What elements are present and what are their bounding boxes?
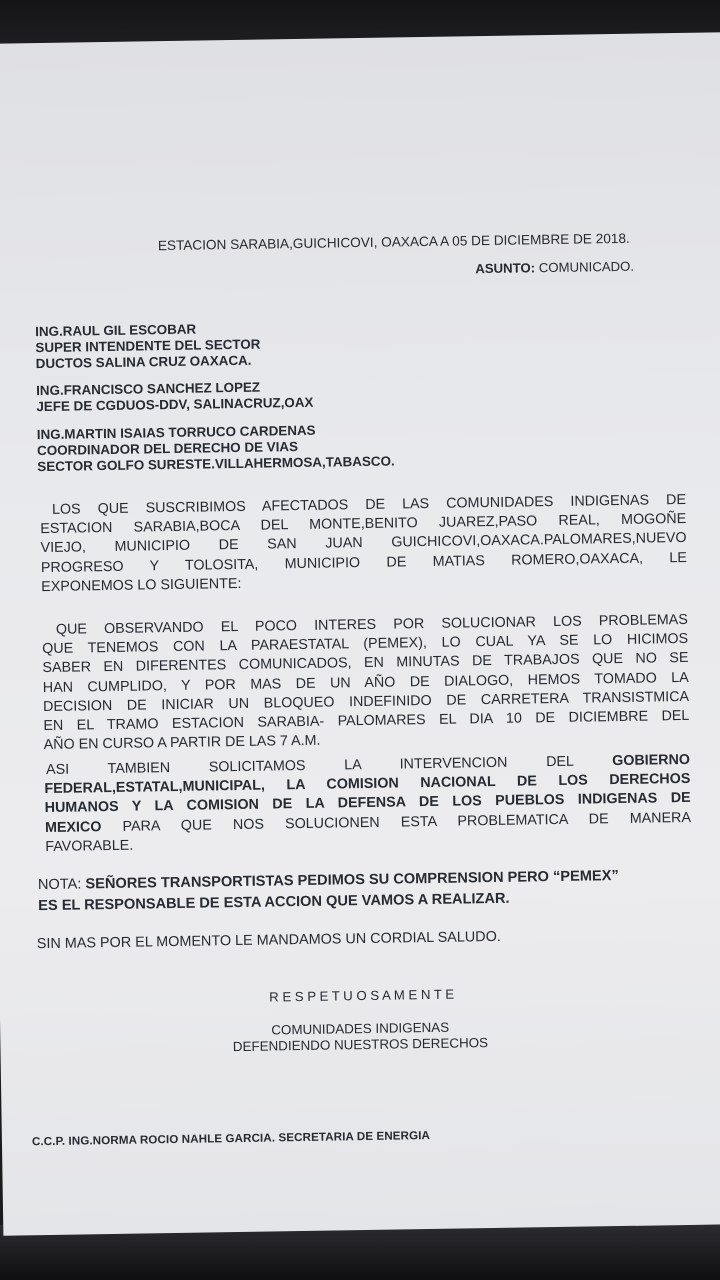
paragraph-2-line: HAN CUMPLIDO, Y POR MAS DE UN AÑO DE DIALOGO, HEMOS TOMADO LA: [42, 669, 689, 696]
ccp-line: C.C.P. ING.NORMA ROCIO NAHLE GARCIA. SECRETARIA DE ENERGIA: [31, 1129, 431, 1149]
paragraph-2-line: QUE OBSERVANDO EL POCO INTERES POR SOLUCIONAR LOS PROBLEMAS: [55, 611, 688, 638]
closing-line: SIN MAS POR EL MOMENTO LE MANDAMOS UN CORDIAL SALUDO.: [36, 928, 501, 953]
recipient-3-title: COORDINADOR DEL DERECHO DE VIAS: [36, 439, 299, 459]
recipient-1-title: SUPER INTENDENTE DEL SECTOR: [35, 336, 261, 356]
note-line-2: ES EL RESPONSABLE DE ESTA ACCION QUE VAMOS A REALIZAR.: [38, 890, 510, 915]
paragraph-2-line: SABER EN DIFERENTES COMUNICADOS, EN MINUTAS DE TRABAJOS QUE NO SE: [42, 650, 689, 677]
salutation: R E S P E T U O S A M E N T E: [269, 986, 455, 1005]
subject-label: ASUNTO:: [475, 260, 536, 277]
subject-value: COMUNICADO.: [538, 258, 635, 276]
recipient-3-name: ING.MARTIN ISAIAS TORRUCO CARDENAS: [36, 422, 316, 443]
note: [38, 865, 699, 917]
place-date: ESTACION SARABIA,GUICHICOVI, OAXACA A 05 DE DICIEMBRE DE 2018.: [157, 230, 630, 254]
paragraph-1-line: LOS QUE SUSCRIBIMOS AFECTADOS DE LAS COMUNIDADES INDIGENAS DE: [51, 491, 687, 518]
letter-page: [0, 32, 720, 1235]
paragraph-1-line: ESTACION SARABIA,BOCA DEL MONTE,BENITO JUAREZ,PASO REAL, MOGOÑE: [40, 511, 687, 538]
paragraph-1: [40, 491, 687, 597]
paragraph-3-bold: MEXICO: [44, 818, 102, 836]
recipient-1-name: ING.RAUL GIL ESCOBAR: [35, 321, 197, 340]
subject-line: [475, 258, 634, 277]
paragraph-1-line: EXPONEMOS LO SIGUIENTE:: [41, 575, 242, 595]
note-text: SEÑORES TRANSPORTISTAS PEDIMOS SU COMPRENSION PERO “PEMEX”: [85, 868, 619, 893]
paragraph-1-line: VIEJO, MUNICIPIO DE SAN JUAN GUICHICOVI,OAXACA.PALOMARES,NUEVO: [40, 530, 687, 557]
paragraph-2-line: QUE TENEMOS CON LA PARAESTATAL (PEMEX), LO CUAL YA SE LO HICIMOS: [42, 631, 689, 658]
recipient-2-title: JEFE DE CGDUOS-DDV, SALINACRUZ,OAX: [36, 394, 314, 415]
paragraph-3-text: ASI TAMBIEN SOLICITAMOS LA INTERVENCION DEL: [45, 753, 574, 779]
paragraph-3-bold: GOBIERNO: [612, 751, 691, 770]
signature-org-line-1: COMUNIDADES INDIGENAS: [271, 1019, 450, 1038]
recipient-1-location: DUCTOS SALINA CRUZ OAXACA.: [35, 352, 252, 372]
paragraph-2-line: AÑO EN CURSO A PARTIR DE LAS 7 A.M.: [43, 732, 321, 754]
paragraph-3: [44, 751, 691, 857]
paragraph-2-line: DECISION DE INICIAR UN BLOQUEO INDEFINIDO DE CARRETERA TRANSISTMICA: [42, 688, 690, 715]
note-label: NOTA:: [37, 876, 82, 894]
recipient-2-name: ING.FRANCISCO SANCHEZ LOPEZ: [36, 379, 261, 399]
paragraph-3-line: FAVORABLE.: [45, 837, 134, 855]
paragraph-3-text: PARA QUE NOS SOLUCIONEN ESTA PROBLEMATICA DE MANERA: [122, 809, 692, 835]
paragraph-2-line: EN EL TRAMO ESTACION SARABIA- PALOMARES EL DIA 10 DE DICIEMBRE DEL: [43, 707, 690, 735]
paragraph-3-line: HUMANOS Y LA COMISION DE LA DEFENSA DE LOS PUEBLOS INDIGENAS DE: [44, 790, 691, 817]
paragraph-1-line: PROGRESO Y TOLOSITA, MUNICIPIO DE MATIAS ROMERO,OAXACA, LE: [40, 549, 687, 576]
signature-org-line-2: DEFENDIENDO NUESTROS DERECHOS: [232, 1035, 489, 1055]
paragraph-2: [42, 611, 690, 756]
paragraph-3-line: FEDERAL,ESTATAL,MUNICIPAL, LA COMISION NACIONAL DE LOS DERECHOS: [44, 771, 691, 798]
recipient-3-location: SECTOR GOLFO SURESTE.VILLAHERMOSA,TABASCO.: [37, 453, 395, 475]
